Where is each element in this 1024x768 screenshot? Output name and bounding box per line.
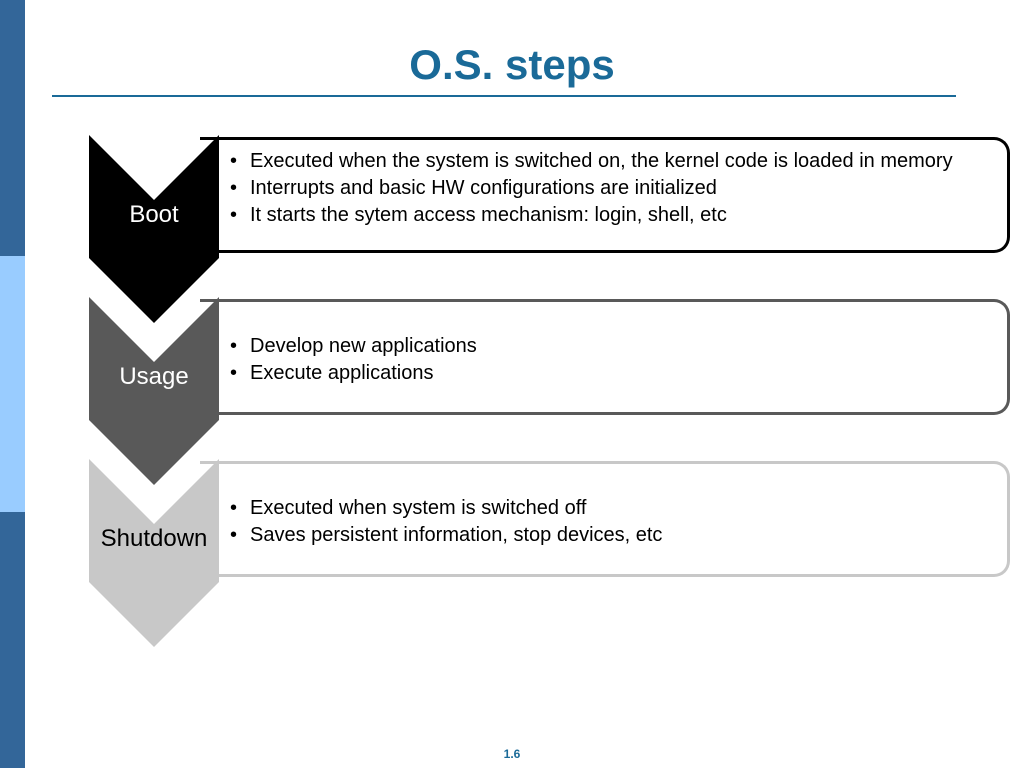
step-box-shutdown [200, 461, 1010, 577]
sidebar-stripe-bottom [0, 512, 25, 768]
list-item: • It starts the sytem access mechanism: login, shell, etc [230, 204, 727, 226]
step-chevron-boot [89, 135, 219, 323]
step-box-usage [200, 299, 1010, 415]
sidebar-stripe-top [0, 0, 25, 256]
step-chevron-usage [89, 297, 219, 485]
step-chevron-shutdown [89, 459, 219, 647]
step-label-shutdown: Shutdown [100, 525, 208, 552]
list-item: • Saves persistent information, stop devices, etc [230, 524, 663, 546]
page-number: 1.6 [503, 747, 521, 761]
list-item: • Executed when the system is switched on, the kernel code is loaded in memory [230, 150, 953, 172]
title-divider [52, 95, 956, 97]
list-item: • Execute applications [230, 362, 434, 384]
step-label-usage: Usage [119, 363, 189, 390]
step-box-boot [200, 137, 1010, 253]
sidebar-stripe-middle [0, 256, 25, 512]
step-label-boot: Boot [129, 201, 179, 228]
list-item: • Executed when system is switched off [230, 497, 587, 519]
slide-title: O.S. steps [409, 41, 615, 88]
list-item: • Develop new applications [230, 335, 477, 357]
list-item: • Interrupts and basic HW configurations are initialized [230, 177, 717, 199]
